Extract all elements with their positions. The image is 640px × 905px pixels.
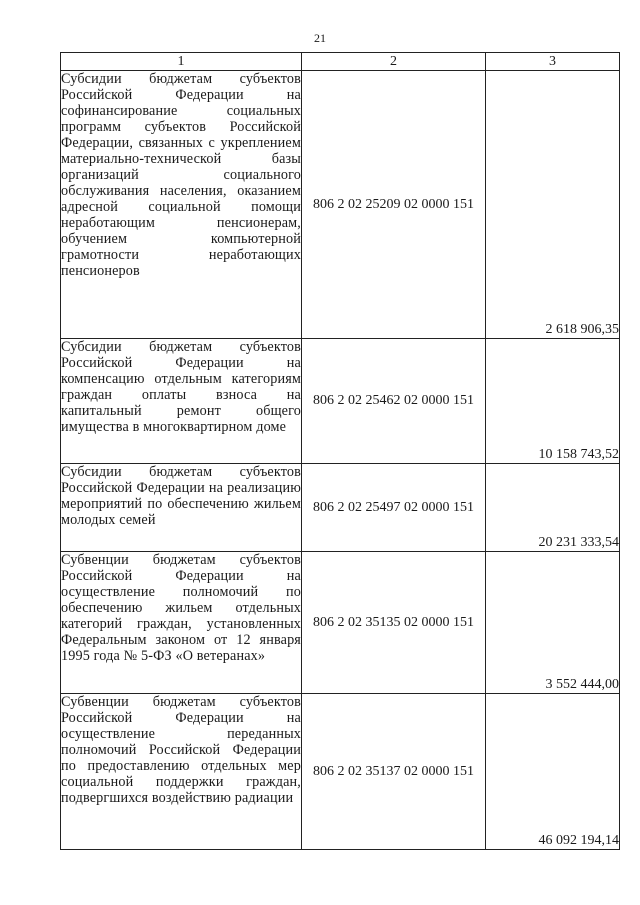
table-row (61, 552, 620, 694)
row-amount-cell: 46 092 194,14 (486, 694, 620, 850)
table-row (61, 464, 620, 552)
row-name-cell: Субсидии бюджетам субъектов Российской Федерации на реализацию мероприятий по обеспечению жильем молодых семей (61, 464, 302, 552)
row-amount-cell: 2 618 906,35 (486, 71, 620, 339)
column-header-3: 3 (486, 53, 620, 71)
row-code-cell: 806 2 02 25462 02 0000 151 (302, 339, 486, 464)
table-header-row (61, 53, 620, 71)
row-name-cell: Субсидии бюджетам субъектов Российской Федерации на софинансирование социальных программ субъектов Российской Федерации, связанных с укреплением материально-технической базы организаций социального обслуживания населения, оказанием адресной социальной помощи неработающим пенсионерам, обучением компьютерной грамотности неработающих пенсионеров (61, 71, 302, 339)
table-row (61, 339, 620, 464)
row-code-cell: 806 2 02 25209 02 0000 151 (302, 71, 486, 339)
budget-table (60, 52, 620, 850)
row-amount-cell: 10 158 743,52 (486, 339, 620, 464)
row-amount-cell: 20 231 333,54 (486, 464, 620, 552)
row-code-cell: 806 2 02 35137 02 0000 151 (302, 694, 486, 850)
row-code-cell: 806 2 02 35135 02 0000 151 (302, 552, 486, 694)
row-code-cell: 806 2 02 25497 02 0000 151 (302, 464, 486, 552)
row-name-cell: Субвенции бюджетам субъектов Российской Федерации на осуществление полномочий по обеспечению жильем отдельных категорий граждан, установленных Федеральным законом от 12 января 1995 года № 5-ФЗ «О ветеранах» (61, 552, 302, 694)
row-name-cell: Субвенции бюджетам субъектов Российской Федерации на осуществление переданных полномочий Российской Федерации по предоставлению отдельных мер социальной поддержки граждан, подвергшихся воздействию радиации (61, 694, 302, 850)
column-header-2: 2 (302, 53, 486, 71)
table-row (61, 694, 620, 850)
page-number: 21 (314, 31, 326, 45)
row-name-cell: Субсидии бюджетам субъектов Российской Федерации на компенсацию отдельным категориям граждан оплаты взноса на капитальный ремонт общего имущества в многоквартирном доме (61, 339, 302, 464)
column-header-1: 1 (61, 53, 302, 71)
table-row (61, 71, 620, 339)
row-amount-cell: 3 552 444,00 (486, 552, 620, 694)
